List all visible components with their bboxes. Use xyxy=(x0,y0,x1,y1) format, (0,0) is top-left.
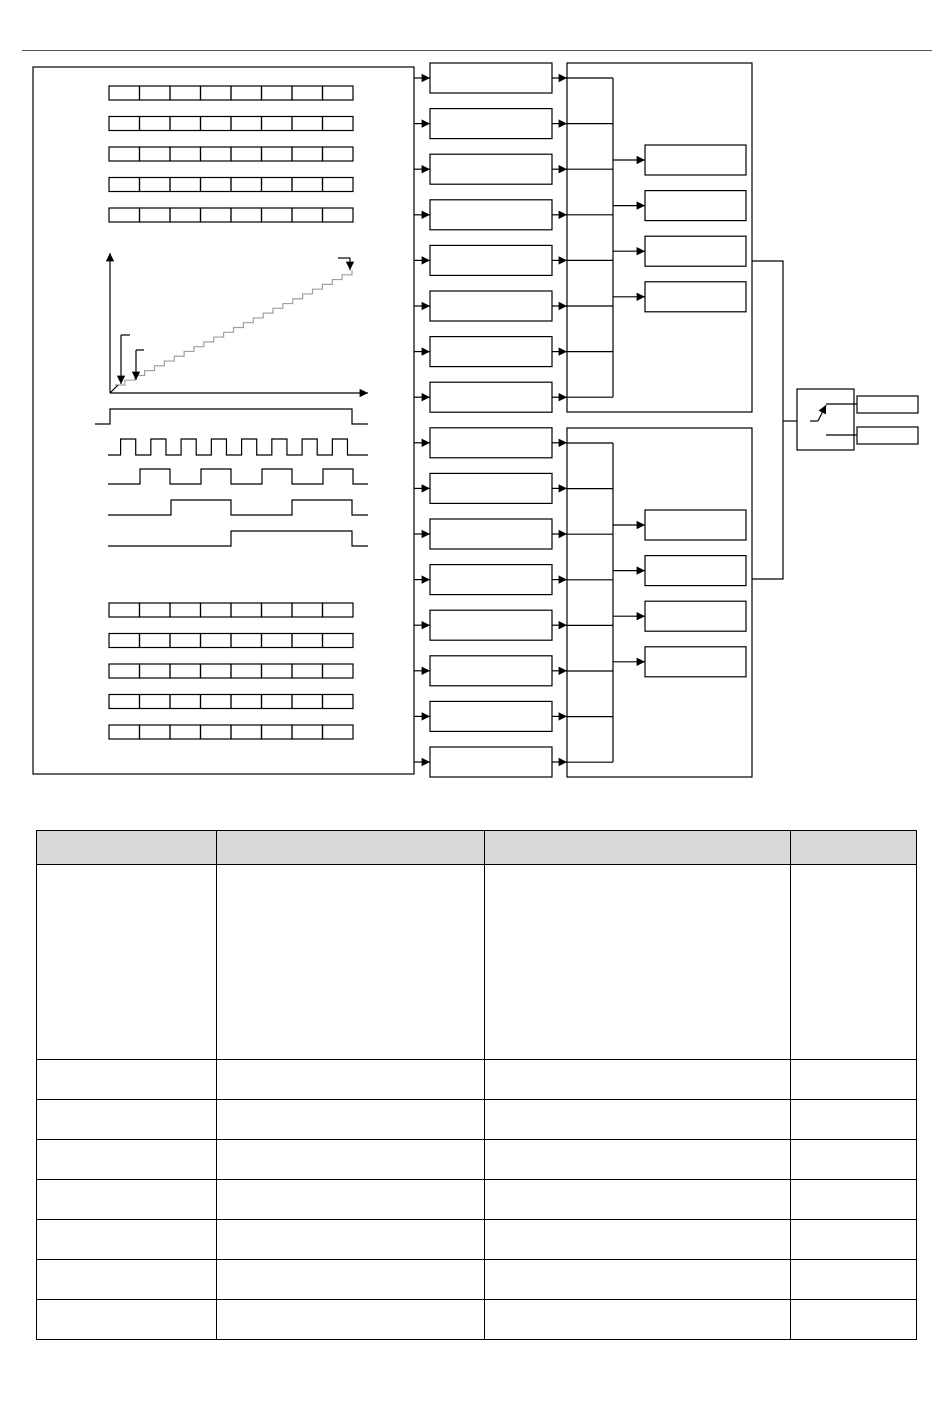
table-row xyxy=(37,865,917,1060)
table-cell xyxy=(791,1100,917,1140)
register-cell xyxy=(109,725,140,739)
table-cell xyxy=(37,1260,217,1300)
output-group-1 xyxy=(567,63,752,412)
table-row xyxy=(37,1300,917,1340)
channel-block xyxy=(430,473,552,503)
table-cell xyxy=(217,1180,485,1220)
divide4-waveform xyxy=(108,500,368,515)
output-block xyxy=(645,601,746,631)
register-cell xyxy=(201,634,232,648)
register-cell xyxy=(231,117,262,131)
register-cell xyxy=(323,208,354,222)
table-cell xyxy=(37,1180,217,1220)
register-cell xyxy=(140,725,171,739)
output-block xyxy=(645,556,746,586)
register-cell xyxy=(109,695,140,709)
table-cell xyxy=(217,1140,485,1180)
channel-block xyxy=(430,747,552,777)
table-row xyxy=(37,1060,917,1100)
bottom-register-row xyxy=(109,603,353,617)
register-cell xyxy=(231,603,262,617)
table-row xyxy=(37,1100,917,1140)
selector-switch xyxy=(752,261,918,579)
table-cell xyxy=(485,1140,791,1180)
register-cell xyxy=(262,695,293,709)
output-block xyxy=(645,510,746,540)
channel-block xyxy=(430,656,552,686)
register-cell xyxy=(170,725,201,739)
register-cell xyxy=(262,86,293,100)
combine-bracket xyxy=(752,261,783,579)
register-cell xyxy=(231,208,262,222)
register-cell xyxy=(262,117,293,131)
table-header-cell xyxy=(37,831,217,865)
channel-block xyxy=(430,63,552,93)
table-row xyxy=(37,1180,917,1220)
register-cell xyxy=(109,117,140,131)
register-cell xyxy=(262,178,293,192)
register-cell xyxy=(292,208,323,222)
table-cell xyxy=(791,1060,917,1100)
channel-block xyxy=(430,565,552,595)
register-cell xyxy=(262,208,293,222)
table-cell xyxy=(37,1220,217,1260)
register-cell xyxy=(140,178,171,192)
register-cell xyxy=(109,208,140,222)
register-cell xyxy=(323,603,354,617)
register-cell xyxy=(170,147,201,161)
output-group-2 xyxy=(567,428,752,777)
register-cell xyxy=(109,147,140,161)
output-groups xyxy=(567,63,752,777)
register-cell xyxy=(140,634,171,648)
register-cell xyxy=(292,695,323,709)
register-cell xyxy=(231,178,262,192)
register-cell xyxy=(170,178,201,192)
top-register-row xyxy=(109,117,353,131)
register-cell xyxy=(323,695,354,709)
enable-waveform xyxy=(95,409,368,424)
table-header-cell xyxy=(217,831,485,865)
register-cell xyxy=(201,208,232,222)
table-cell xyxy=(217,1060,485,1100)
register-cell xyxy=(292,664,323,678)
table-header-cell xyxy=(791,831,917,865)
table-cell xyxy=(217,1100,485,1140)
register-cell xyxy=(231,664,262,678)
table-row xyxy=(37,1140,917,1180)
register-cell xyxy=(292,603,323,617)
divide8-waveform xyxy=(108,531,368,546)
register-cell xyxy=(262,147,293,161)
register-cell xyxy=(109,634,140,648)
channel-block xyxy=(430,245,552,275)
bottom-register-row xyxy=(109,634,353,648)
register-cell xyxy=(201,725,232,739)
channel-block xyxy=(430,337,552,367)
table-cell xyxy=(217,865,485,1060)
register-cell xyxy=(292,725,323,739)
table-cell xyxy=(217,1220,485,1260)
register-cell xyxy=(323,147,354,161)
register-cell xyxy=(140,86,171,100)
register-cell xyxy=(262,664,293,678)
channel-block xyxy=(430,428,552,458)
register-cell xyxy=(201,603,232,617)
table-cell xyxy=(217,1260,485,1300)
table-cell xyxy=(791,1260,917,1300)
table-cell xyxy=(37,1140,217,1180)
top-register-row xyxy=(109,178,353,192)
channel-block xyxy=(430,154,552,184)
register-cell xyxy=(201,178,232,192)
top-register-row xyxy=(109,86,353,100)
table-cell xyxy=(37,1100,217,1140)
register-cell xyxy=(170,208,201,222)
register-cell xyxy=(109,178,140,192)
table-cell xyxy=(37,1300,217,1340)
table-cell xyxy=(485,1260,791,1300)
switch-output-b xyxy=(857,427,918,444)
register-cell xyxy=(262,634,293,648)
table-cell xyxy=(791,1140,917,1180)
output-block xyxy=(645,191,746,221)
register-cell xyxy=(292,86,323,100)
register-cell xyxy=(170,664,201,678)
table-header-row xyxy=(37,831,917,865)
register-cell xyxy=(323,725,354,739)
staircase-waveform xyxy=(115,270,352,385)
table-cell xyxy=(791,865,917,1060)
register-cell xyxy=(140,208,171,222)
bottom-register-row xyxy=(109,695,353,709)
table-cell xyxy=(791,1220,917,1260)
register-cell xyxy=(140,147,171,161)
output-group-box xyxy=(567,63,752,412)
channel-block xyxy=(430,200,552,230)
generator-outer-box xyxy=(33,67,414,774)
register-cell xyxy=(201,86,232,100)
channel-block xyxy=(430,382,552,412)
register-cell xyxy=(262,725,293,739)
output-block xyxy=(645,236,746,266)
output-group-box xyxy=(567,428,752,777)
table-cell xyxy=(485,1300,791,1340)
register-cell xyxy=(170,603,201,617)
switch-blade xyxy=(818,405,826,421)
divide2-waveform xyxy=(108,469,368,484)
register-cell xyxy=(292,178,323,192)
register-cell xyxy=(323,664,354,678)
register-cell xyxy=(201,695,232,709)
register-cell xyxy=(109,664,140,678)
register-cell xyxy=(109,603,140,617)
register-cell xyxy=(323,86,354,100)
switch-output-a xyxy=(857,396,918,413)
register-cell xyxy=(231,725,262,739)
register-cell xyxy=(170,86,201,100)
register-cell xyxy=(170,695,201,709)
top-register-row xyxy=(109,147,353,161)
table-cell xyxy=(791,1300,917,1340)
top-register-row xyxy=(109,208,353,222)
table-row xyxy=(37,1260,917,1300)
register-cell xyxy=(140,664,171,678)
register-cell xyxy=(231,695,262,709)
table-cell xyxy=(791,1180,917,1220)
table-cell xyxy=(37,1060,217,1100)
channel-block xyxy=(430,701,552,731)
register-cell xyxy=(323,178,354,192)
table-cell xyxy=(485,865,791,1060)
bottom-register-row xyxy=(109,725,353,739)
channel-block xyxy=(430,610,552,640)
table-cell xyxy=(485,1060,791,1100)
signal-generator-panel xyxy=(33,67,414,774)
register-cell xyxy=(231,147,262,161)
register-cell xyxy=(292,634,323,648)
register-cell xyxy=(140,603,171,617)
register-cell xyxy=(201,117,232,131)
table-cell xyxy=(217,1300,485,1340)
register-cell xyxy=(323,634,354,648)
output-block xyxy=(645,145,746,175)
switch-box xyxy=(797,389,854,450)
register-cell xyxy=(140,695,171,709)
register-cell xyxy=(109,86,140,100)
channel-block xyxy=(430,291,552,321)
channel-block xyxy=(430,109,552,139)
register-cell xyxy=(201,664,232,678)
register-cell xyxy=(292,117,323,131)
register-cell xyxy=(170,117,201,131)
channel-blocks xyxy=(414,63,567,777)
register-cell xyxy=(292,147,323,161)
register-cell xyxy=(323,117,354,131)
clock-waveform xyxy=(108,439,368,455)
table-cell xyxy=(485,1100,791,1140)
staircase-start-ramp xyxy=(110,385,118,393)
register-cell xyxy=(231,86,262,100)
register-cell xyxy=(231,634,262,648)
output-block xyxy=(645,282,746,312)
output-block xyxy=(645,647,746,677)
spec-table xyxy=(36,830,917,1340)
channel-block xyxy=(430,519,552,549)
register-cell xyxy=(140,117,171,131)
table-cell xyxy=(485,1220,791,1260)
register-cell xyxy=(262,603,293,617)
table-cell xyxy=(485,1180,791,1220)
table-header-cell xyxy=(485,831,791,865)
register-cell xyxy=(201,147,232,161)
table-row xyxy=(37,1220,917,1260)
bottom-register-row xyxy=(109,664,353,678)
table-cell xyxy=(37,865,217,1060)
register-cell xyxy=(170,634,201,648)
